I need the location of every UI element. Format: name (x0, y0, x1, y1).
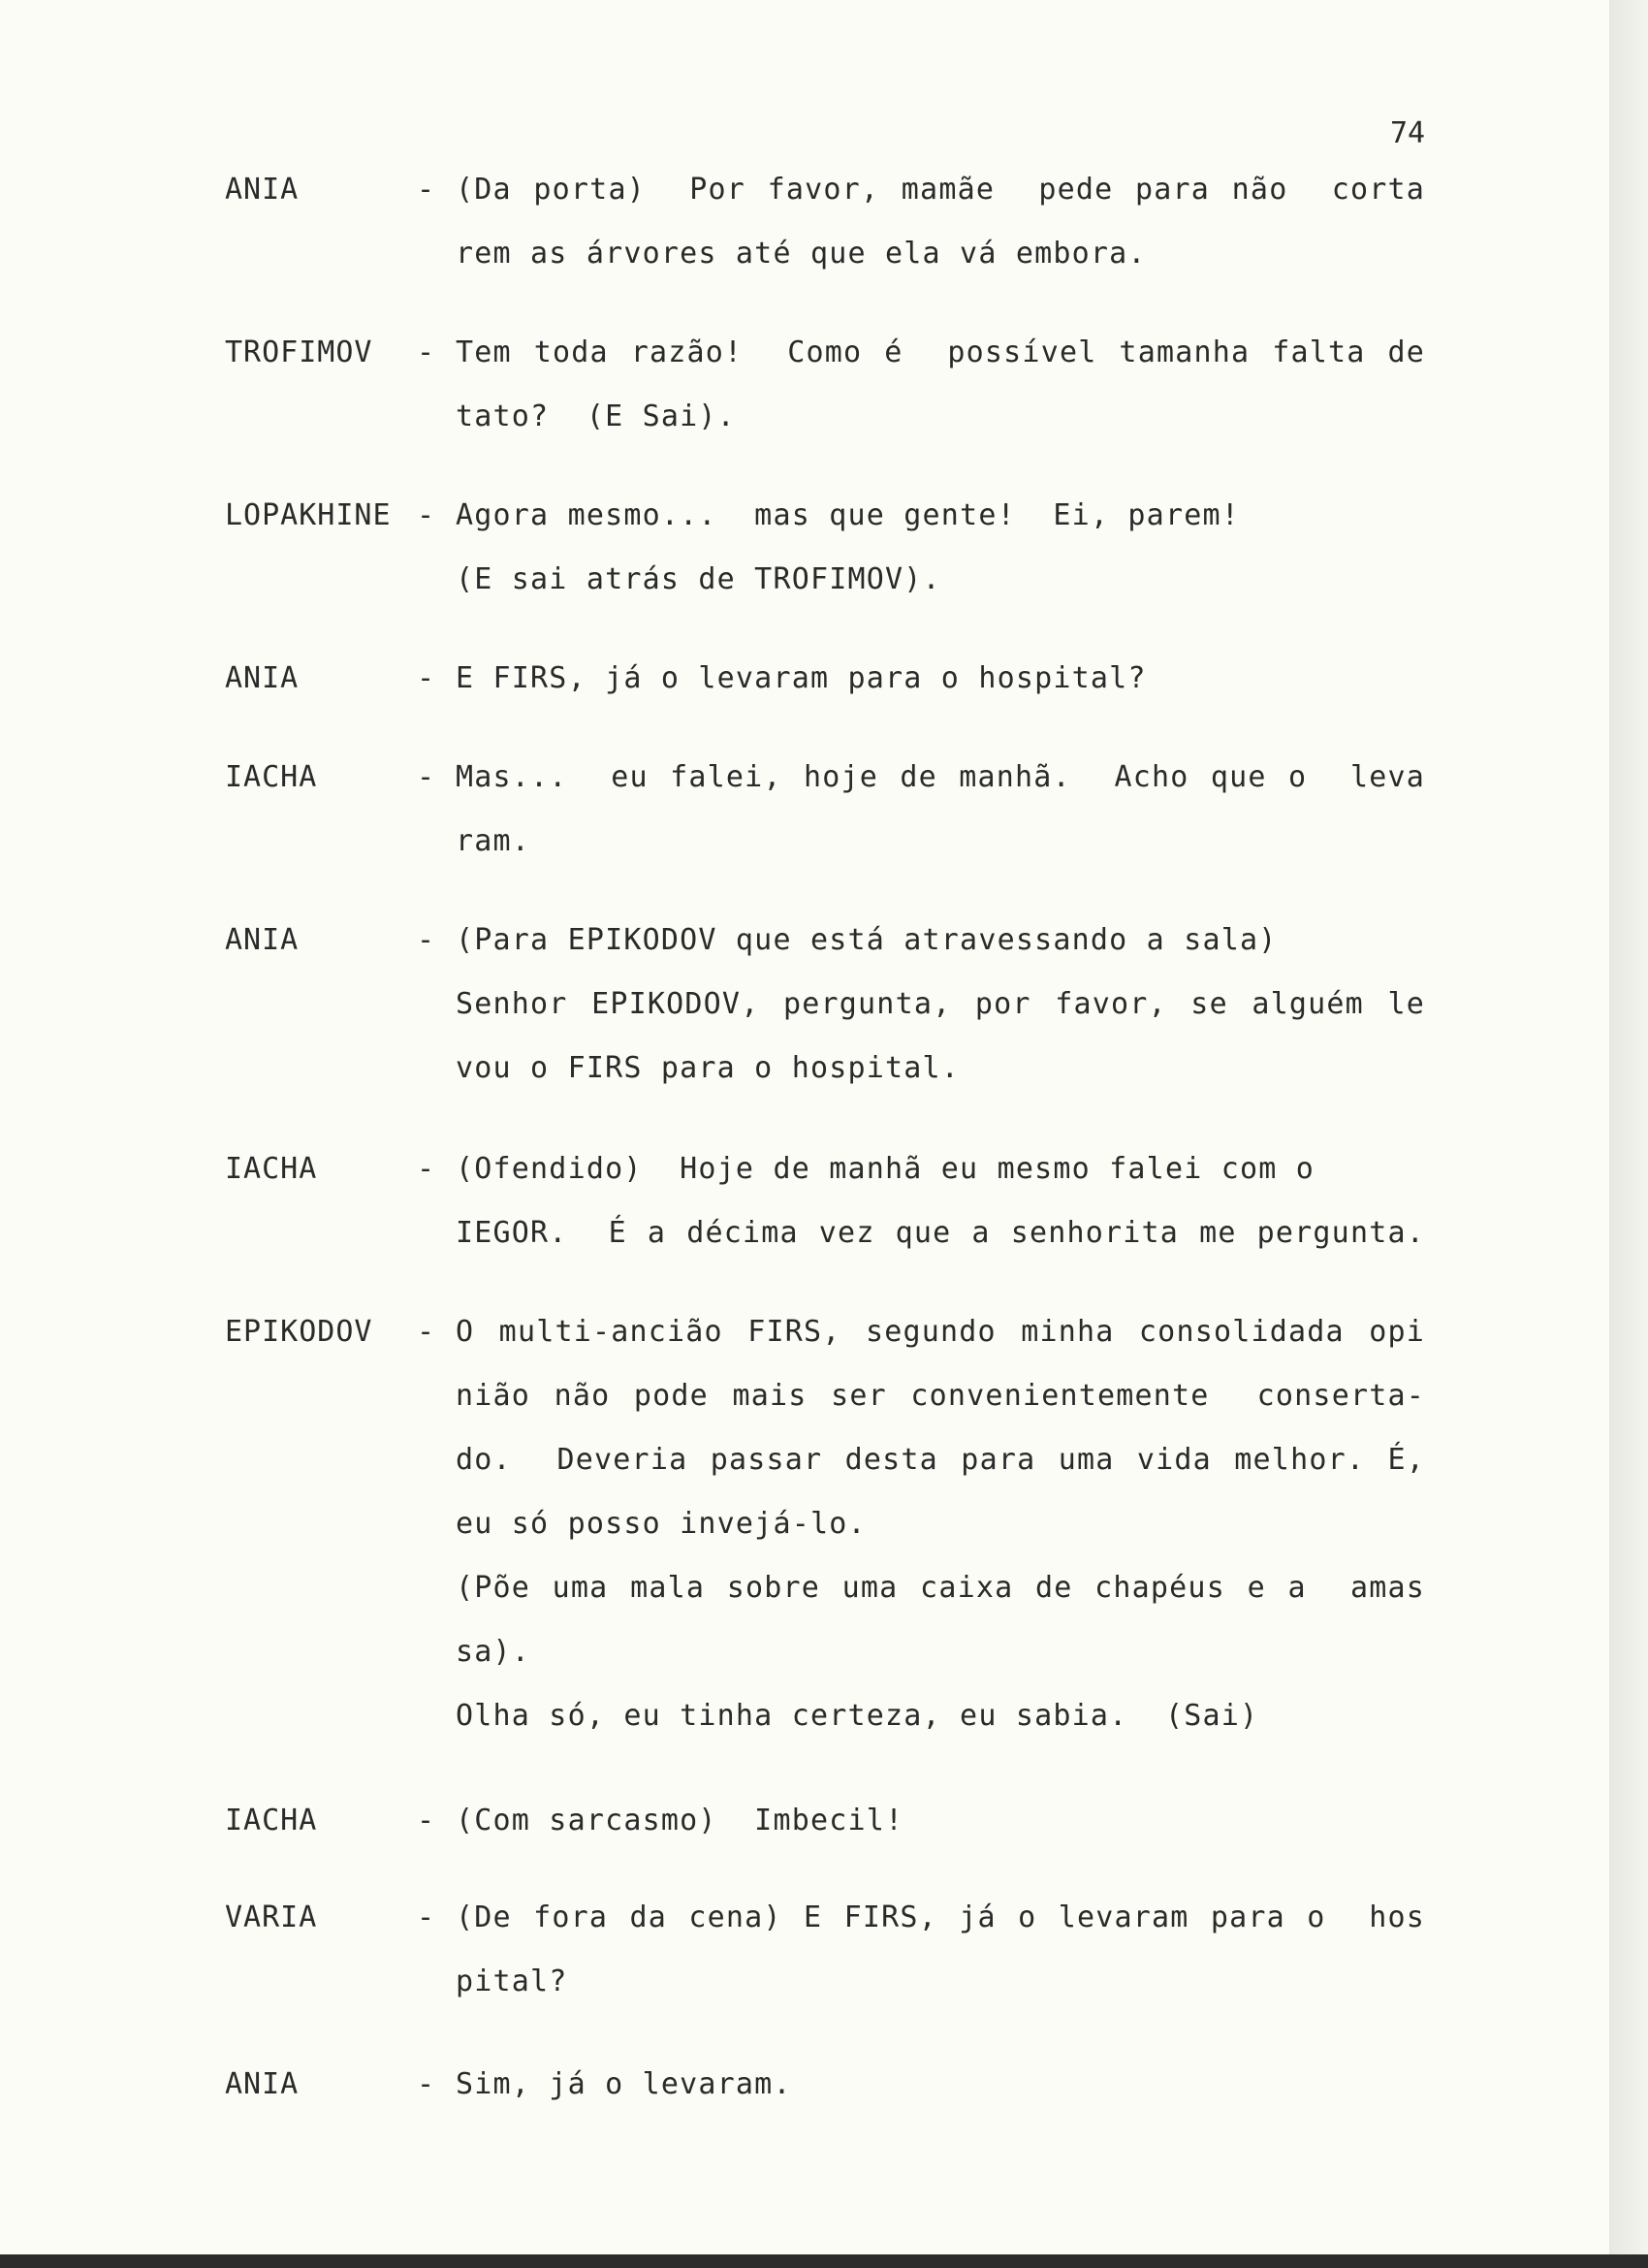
page-edge (1609, 0, 1648, 2268)
speaker-name: LOPAKHINE (225, 498, 392, 532)
dialogue-line: IEGOR. É a décima vez que a senhorita me pergunta. (456, 1216, 1425, 1250)
speaker-name: ANIA (225, 923, 300, 957)
dialogue-line: Mas... eu falei, hoje de manhã. Acho que o leva (456, 760, 1425, 794)
dialogue-line: pital? (456, 1965, 568, 1998)
dialogue-dash: - (417, 760, 435, 794)
dialogue-dash: - (417, 1804, 435, 1837)
dialogue-line: sa). (456, 1635, 531, 1669)
dialogue-line: vou o FIRS para o hospital. (456, 1051, 961, 1085)
dialogue-line: nião não pode mais ser convenientemente conserta- (456, 1379, 1425, 1413)
dialogue-line: O multi-ancião FIRS, segundo minha consolidada opi (456, 1315, 1425, 1349)
dialogue-line: (Da porta) Por favor, mamãe pede para não corta (456, 173, 1425, 207)
dialogue-line: Agora mesmo... mas que gente! Ei, parem! (456, 498, 1240, 532)
scan-border (0, 2254, 1648, 2268)
speaker-name: IACHA (225, 1804, 318, 1837)
speaker-name: TROFIMOV (225, 335, 373, 369)
dialogue-line: (De fora da cena) E FIRS, já o levaram para o hos (456, 1901, 1425, 1934)
dialogue-line: E FIRS, já o levaram para o hospital? (456, 661, 1147, 695)
speaker-name: ANIA (225, 661, 300, 695)
dialogue-dash: - (417, 923, 435, 957)
dialogue-dash: - (417, 1315, 435, 1349)
dialogue-dash: - (417, 2067, 435, 2101)
dialogue-line: tato? (E Sai). (456, 399, 736, 433)
dialogue-line: (Ofendido) Hoje de manhã eu mesmo falei com o (456, 1152, 1315, 1186)
speaker-name: IACHA (225, 1152, 318, 1186)
dialogue-line: Tem toda razão! Como é possível tamanha falta de (456, 335, 1425, 369)
dialogue-dash: - (417, 173, 435, 207)
dialogue-line: ram. (456, 824, 531, 858)
dialogue-dash: - (417, 335, 435, 369)
speaker-name: EPIKODOV (225, 1315, 373, 1349)
speaker-name: ANIA (225, 2067, 300, 2101)
speaker-name: IACHA (225, 760, 318, 794)
dialogue-line: eu só posso invejá-lo. (456, 1507, 867, 1541)
dialogue-dash: - (417, 1152, 435, 1186)
dialogue-line: rem as árvores até que ela vá embora. (456, 237, 1147, 271)
dialogue-line: (E sai atrás de TROFIMOV). (456, 562, 941, 596)
dialogue-line: (Com sarcasmo) Imbecil! (456, 1804, 904, 1837)
dialogue-line: (Para EPIKODOV que está atravessando a sala) (456, 923, 1278, 957)
dialogue-line: Senhor EPIKODOV, pergunta, por favor, se alguém le (456, 987, 1425, 1021)
dialogue-dash: - (417, 498, 435, 532)
dialogue-dash: - (417, 661, 435, 695)
page-number: 74 (1390, 116, 1426, 150)
speaker-name: VARIA (225, 1901, 318, 1934)
dialogue-line: (Põe uma mala sobre uma caixa de chapéus e a amas (456, 1571, 1425, 1605)
dialogue-line: Olha só, eu tinha certeza, eu sabia. (Sai) (456, 1699, 1259, 1733)
dialogue-line: Sim, já o levaram. (456, 2067, 792, 2101)
dialogue-dash: - (417, 1901, 435, 1934)
dialogue-line: do. Deveria passar desta para uma vida melhor. É, (456, 1443, 1425, 1477)
speaker-name: ANIA (225, 173, 300, 207)
